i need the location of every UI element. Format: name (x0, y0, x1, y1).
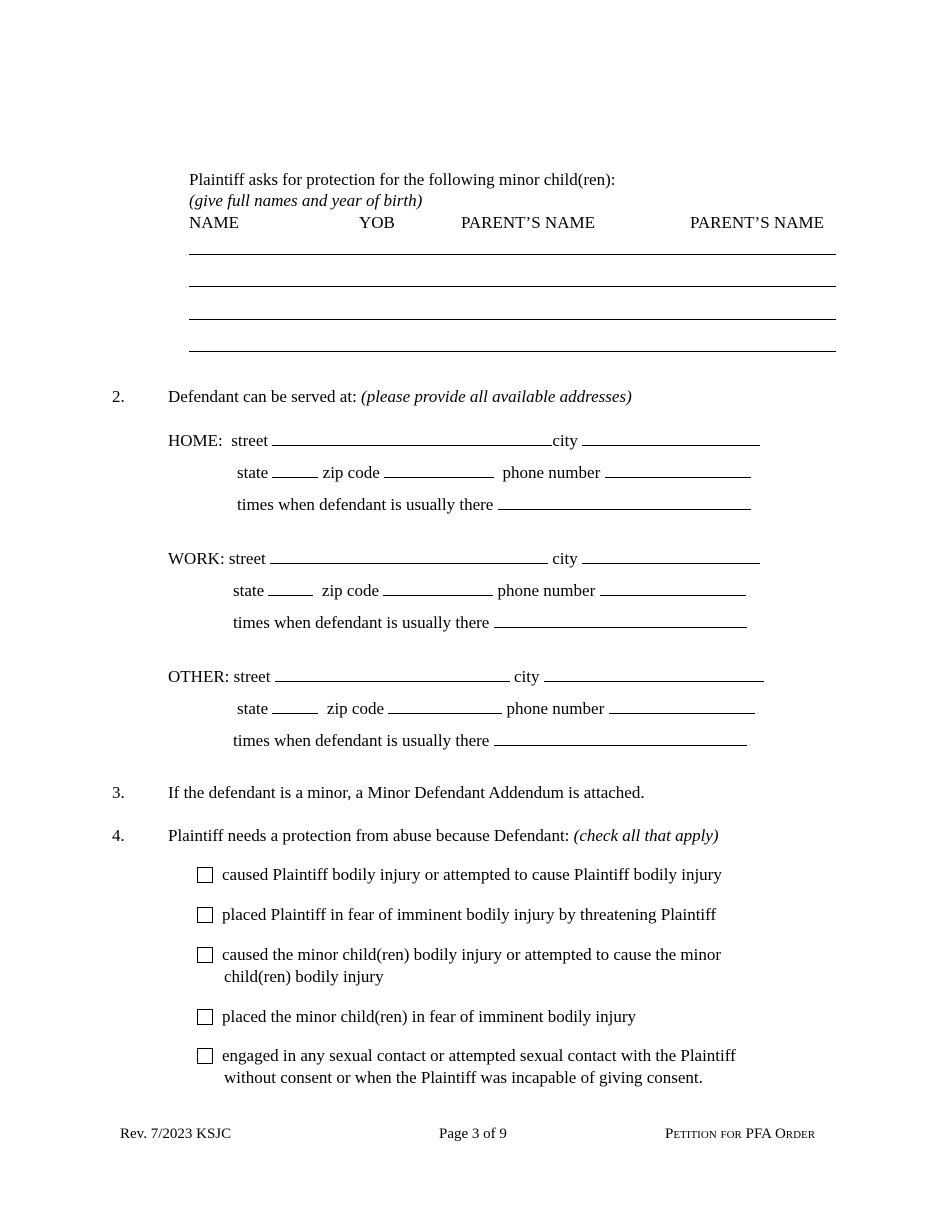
option-line: placed Plaintiff in fear of imminent bodily injury by threatening Plaintiff (222, 905, 717, 924)
item-2-text (168, 387, 632, 407)
option-line: caused Plaintiff bodily injury or attempted to cause Plaintiff bodily injury (222, 865, 722, 884)
work-city-label: city (552, 549, 578, 568)
work-zip-label: zip code (321, 581, 380, 600)
work-city-field[interactable] (582, 548, 760, 564)
footer-page-number: Page 3 of 9 (439, 1126, 507, 1142)
abuse-checkbox[interactable] (197, 1009, 213, 1025)
abuse-option-label (222, 1045, 736, 1089)
header-parent-name-2: PARENT’S NAME (690, 213, 824, 232)
work-phone-label: phone number (497, 581, 596, 600)
option-line: engaged in any sexual contact or attempted sexual contact with the Plaintiff (222, 1046, 736, 1065)
children-intro: Plaintiff asks for protection for the following minor child(ren): (189, 170, 616, 189)
home-state-field[interactable] (272, 462, 318, 478)
home-street-label: street (231, 431, 269, 450)
other-phone-field[interactable] (609, 698, 755, 714)
work-street-label: street (228, 549, 266, 568)
other-city-label: city (513, 667, 540, 686)
item-2-note: (please provide all available addresses) (361, 387, 632, 406)
abuse-option-label (222, 944, 721, 988)
work-street-row (168, 548, 760, 569)
item-4-number: 4. (112, 826, 125, 845)
home-zip-label: zip code (322, 463, 380, 482)
other-street-field[interactable] (275, 666, 510, 682)
work-times-row (233, 612, 747, 633)
footer-revision: Rev. 7/2023 KSJC (120, 1126, 232, 1142)
item-2-lead: Defendant can be served at: (168, 387, 357, 406)
other-phone-label: phone number (506, 699, 605, 718)
work-phone-field[interactable] (600, 580, 746, 596)
home-phone-field[interactable] (605, 462, 751, 478)
other-times-field[interactable] (494, 730, 747, 746)
header-yob: YOB (359, 213, 395, 232)
other-street-row (168, 666, 764, 687)
work-street-field[interactable] (270, 548, 548, 564)
other-state-row (237, 698, 755, 719)
item-4-note: (check all that apply) (573, 826, 719, 845)
abuse-checkbox[interactable] (197, 1048, 213, 1064)
other-city-field[interactable] (544, 666, 764, 682)
child-entry-line[interactable] (189, 286, 836, 287)
header-parent-name-1: PARENT’S NAME (461, 213, 595, 232)
home-zip-field[interactable] (384, 462, 494, 478)
work-times-label: times when defendant is usually there (233, 613, 490, 632)
other-zip-field[interactable] (388, 698, 502, 714)
abuse-checkbox[interactable] (197, 867, 213, 883)
other-times-row (233, 730, 747, 751)
abuse-checkbox[interactable] (197, 947, 213, 963)
home-city-field[interactable] (582, 430, 760, 446)
option-line: caused the minor child(ren) bodily injury or attempted to cause the minor (222, 945, 721, 964)
abuse-option-label (222, 864, 722, 886)
other-times-label: times when defendant is usually there (233, 731, 490, 750)
home-street-field[interactable] (272, 430, 552, 446)
work-state-row (233, 580, 746, 601)
abuse-option-label (222, 1006, 636, 1028)
abuse-option-label (222, 904, 716, 926)
work-times-field[interactable] (494, 612, 747, 628)
child-entry-line[interactable] (189, 254, 836, 255)
item-4-lead: Plaintiff needs a protection from abuse because Defendant: (168, 826, 570, 845)
child-entry-line[interactable] (189, 351, 836, 352)
home-street-row (168, 430, 760, 451)
header-name: NAME (189, 213, 240, 232)
footer-form-title: Petition for PFA Order (665, 1126, 816, 1142)
work-label: WORK: (168, 549, 225, 568)
home-city-label: city (552, 431, 578, 450)
item-4-text (168, 826, 719, 846)
other-zip-label: zip code (326, 699, 385, 718)
work-state-label: state (233, 581, 265, 600)
item-3-text: If the defendant is a minor, a Minor Defendant Addendum is attached. (168, 783, 645, 802)
other-state-label: state (237, 699, 269, 718)
home-state-row (237, 462, 751, 483)
other-label: OTHER: (168, 667, 230, 686)
other-street-label: street (233, 667, 271, 686)
abuse-checkbox[interactable] (197, 907, 213, 923)
option-line: child(ren) bodily injury (224, 967, 384, 986)
home-phone-label: phone number (502, 463, 601, 482)
children-instruction: (give full names and year of birth) (189, 191, 423, 210)
home-times-label: times when defendant is usually there (237, 495, 494, 514)
item-3-number: 3. (112, 783, 125, 802)
home-label: HOME: (168, 431, 223, 450)
option-line: without consent or when the Plaintiff was incapable of giving consent. (224, 1068, 703, 1087)
option-line: placed the minor child(ren) in fear of imminent bodily injury (222, 1007, 637, 1026)
other-state-field[interactable] (272, 698, 318, 714)
home-times-field[interactable] (498, 494, 751, 510)
child-entry-line[interactable] (189, 319, 836, 320)
item-2-number: 2. (112, 387, 125, 406)
home-state-label: state (237, 463, 269, 482)
home-times-row (237, 494, 751, 515)
work-zip-field[interactable] (383, 580, 493, 596)
work-state-field[interactable] (268, 580, 313, 596)
